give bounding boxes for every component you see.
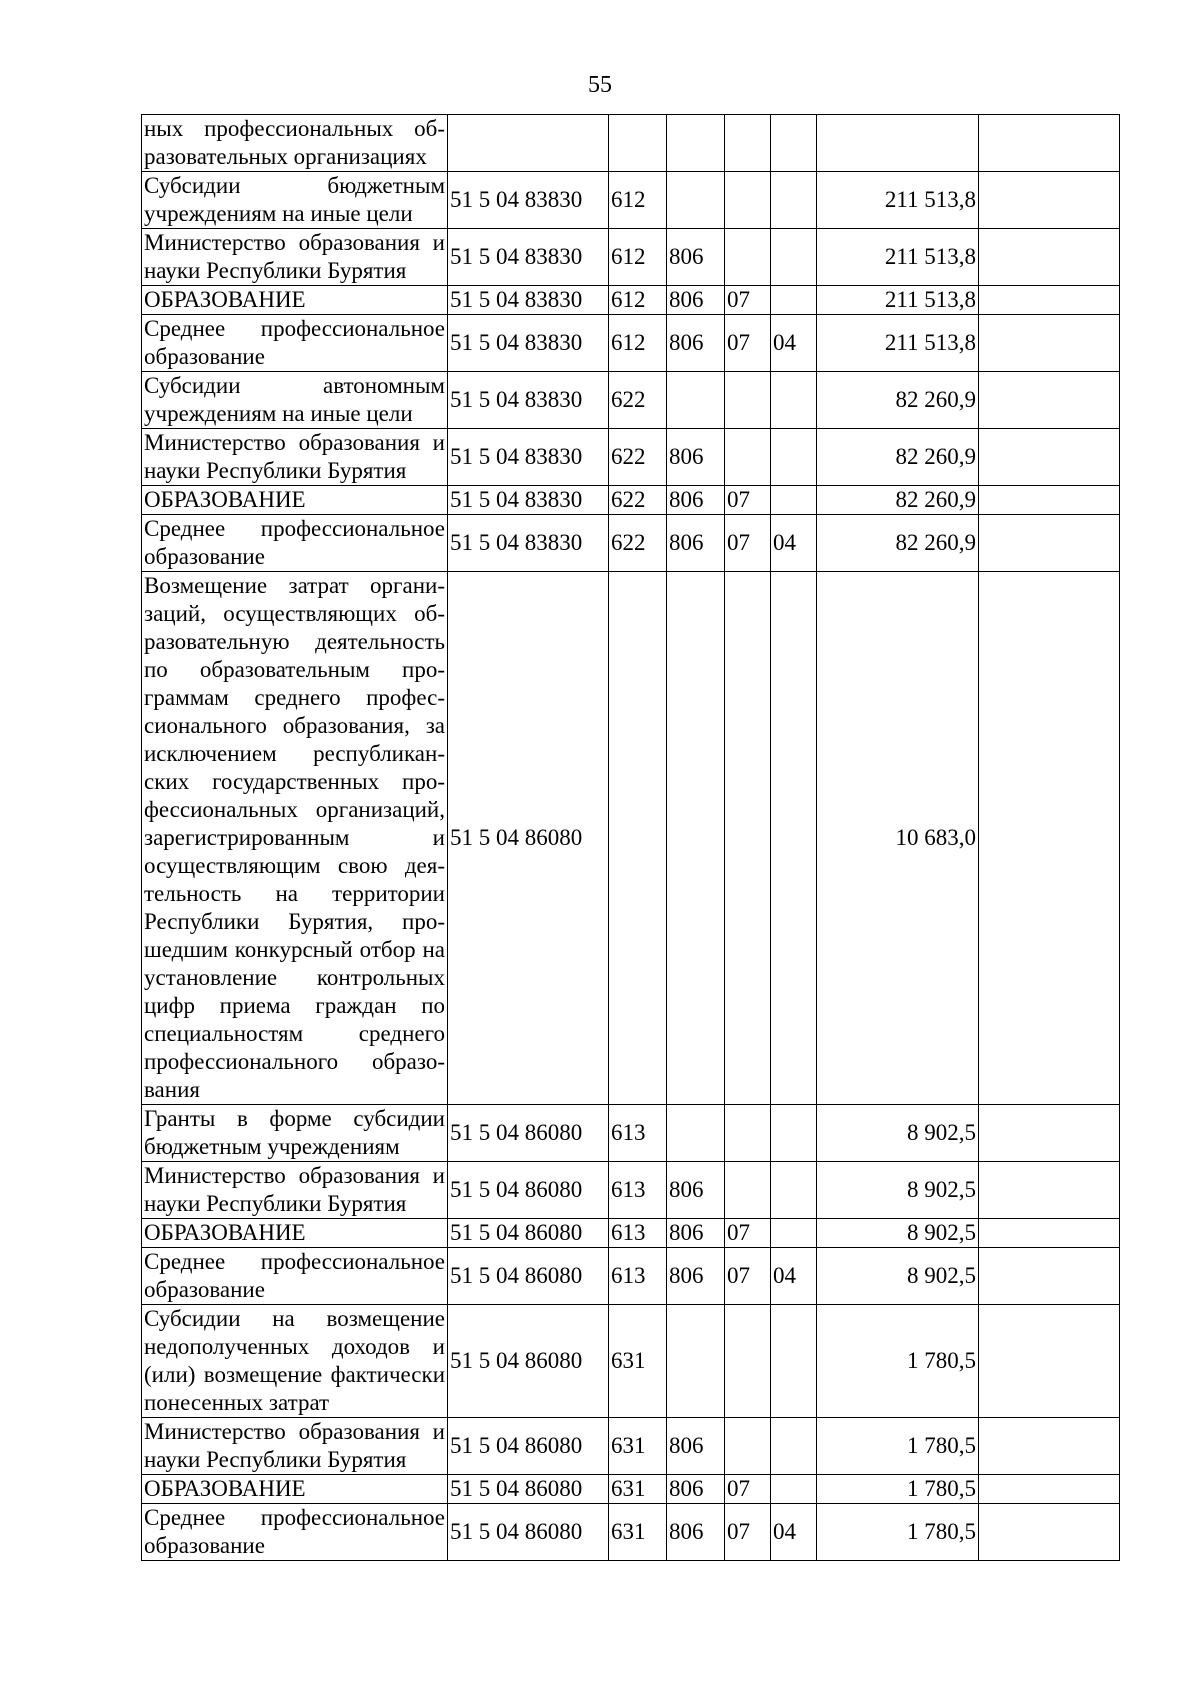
- row-name: Министерство образования и науки Республики Бурятия: [142, 229, 448, 286]
- row-gr: [667, 172, 725, 229]
- row-rz: [725, 115, 771, 172]
- row-sum: 10 683,0: [817, 572, 979, 1105]
- row-name: Среднее профессиональное образование: [142, 1504, 448, 1561]
- table-row: [142, 572, 1120, 1105]
- row-gr: 806: [667, 1248, 725, 1305]
- row-gr: 806: [667, 1475, 725, 1504]
- row-pr: [771, 1475, 817, 1504]
- row-extra: [979, 115, 1120, 172]
- row-rz: 07: [725, 1219, 771, 1248]
- row-vr: 613: [609, 1248, 667, 1305]
- row-extra: [979, 1105, 1120, 1162]
- row-vr: 622: [609, 372, 667, 429]
- row-extra: [979, 429, 1120, 486]
- table-row: [142, 115, 1120, 172]
- row-name: ОБРАЗОВАНИЕ: [142, 1475, 448, 1504]
- row-code: 51 5 04 86080: [448, 1504, 609, 1561]
- row-gr: 806: [667, 1162, 725, 1219]
- row-rz: [725, 429, 771, 486]
- row-vr: 612: [609, 229, 667, 286]
- row-code: 51 5 04 86080: [448, 1475, 609, 1504]
- row-gr: 806: [667, 229, 725, 286]
- row-extra: [979, 1162, 1120, 1219]
- row-sum: 8 902,5: [817, 1162, 979, 1219]
- row-extra: [979, 1305, 1120, 1418]
- row-name: Среднее профессиональное образование: [142, 315, 448, 372]
- row-rz: 07: [725, 315, 771, 372]
- row-vr: 631: [609, 1475, 667, 1504]
- table-row: [142, 515, 1120, 572]
- row-name: Субсидии бюджетным учреждениям на иные цели: [142, 172, 448, 229]
- row-pr: 04: [771, 1504, 817, 1561]
- table-row: [142, 1504, 1120, 1561]
- row-name: ОБРАЗОВАНИЕ: [142, 1219, 448, 1248]
- row-vr: 631: [609, 1418, 667, 1475]
- row-name: Субсидии на возмещение недополученных доходов и (или) возмещение фактически понесенных затрат: [142, 1305, 448, 1418]
- row-vr: 612: [609, 315, 667, 372]
- row-extra: [979, 1418, 1120, 1475]
- row-extra: [979, 229, 1120, 286]
- row-code: 51 5 04 83830: [448, 172, 609, 229]
- row-extra: [979, 286, 1120, 315]
- row-name: ных профессиональных образовательных организациях: [142, 115, 448, 172]
- row-name: Министерство образования и науки Республики Бурятия: [142, 1162, 448, 1219]
- row-pr: [771, 372, 817, 429]
- row-vr: 613: [609, 1162, 667, 1219]
- row-code: 51 5 04 86080: [448, 1418, 609, 1475]
- row-pr: [771, 1418, 817, 1475]
- row-rz: [725, 229, 771, 286]
- row-code: 51 5 04 86080: [448, 1219, 609, 1248]
- row-code: 51 5 04 86080: [448, 1162, 609, 1219]
- row-extra: [979, 1248, 1120, 1305]
- row-gr: 806: [667, 486, 725, 515]
- row-extra: [979, 515, 1120, 572]
- row-sum: 8 902,5: [817, 1248, 979, 1305]
- row-code: 51 5 04 86080: [448, 1305, 609, 1418]
- row-pr: [771, 429, 817, 486]
- row-code: 51 5 04 83830: [448, 429, 609, 486]
- row-code: 51 5 04 83830: [448, 229, 609, 286]
- table-row: [142, 1475, 1120, 1504]
- row-name: ОБРАЗОВАНИЕ: [142, 486, 448, 515]
- row-rz: 07: [725, 286, 771, 315]
- row-sum: 82 260,9: [817, 515, 979, 572]
- row-rz: 07: [725, 1475, 771, 1504]
- table-row: [142, 372, 1120, 429]
- row-extra: [979, 172, 1120, 229]
- row-sum: 1 780,5: [817, 1305, 979, 1418]
- row-vr: 622: [609, 515, 667, 572]
- row-pr: [771, 1162, 817, 1219]
- row-gr: 806: [667, 429, 725, 486]
- row-pr: [771, 286, 817, 315]
- row-sum: 211 513,8: [817, 172, 979, 229]
- row-rz: 07: [725, 515, 771, 572]
- row-extra: [979, 572, 1120, 1105]
- row-sum: 211 513,8: [817, 229, 979, 286]
- row-sum: 82 260,9: [817, 429, 979, 486]
- row-extra: [979, 1219, 1120, 1248]
- row-sum: 82 260,9: [817, 372, 979, 429]
- row-extra: [979, 1475, 1120, 1504]
- row-rz: [725, 172, 771, 229]
- row-vr: 613: [609, 1219, 667, 1248]
- table-row: [142, 1418, 1120, 1475]
- row-pr: [771, 1219, 817, 1248]
- row-vr: 631: [609, 1504, 667, 1561]
- row-code: 51 5 04 83830: [448, 315, 609, 372]
- row-gr: 806: [667, 515, 725, 572]
- row-code: 51 5 04 86080: [448, 572, 609, 1105]
- row-pr: [771, 1305, 817, 1418]
- row-pr: 04: [771, 1248, 817, 1305]
- row-sum: 8 902,5: [817, 1105, 979, 1162]
- row-vr: 613: [609, 1105, 667, 1162]
- row-pr: [771, 572, 817, 1105]
- row-name: Министерство образования и науки Республики Бурятия: [142, 1418, 448, 1475]
- row-extra: [979, 372, 1120, 429]
- row-rz: [725, 1305, 771, 1418]
- row-gr: [667, 115, 725, 172]
- row-extra: [979, 486, 1120, 515]
- row-gr: [667, 572, 725, 1105]
- table-row: [142, 229, 1120, 286]
- row-sum: 1 780,5: [817, 1475, 979, 1504]
- row-code: 51 5 04 86080: [448, 1105, 609, 1162]
- row-vr: [609, 572, 667, 1105]
- row-gr: 806: [667, 1219, 725, 1248]
- row-code: [448, 115, 609, 172]
- row-rz: [725, 372, 771, 429]
- table-row: [142, 486, 1120, 515]
- row-sum: 8 902,5: [817, 1219, 979, 1248]
- row-vr: 631: [609, 1305, 667, 1418]
- row-rz: 07: [725, 1504, 771, 1561]
- row-code: 51 5 04 83830: [448, 372, 609, 429]
- table-row: [142, 1219, 1120, 1248]
- table-row: [142, 1105, 1120, 1162]
- row-sum: 211 513,8: [817, 315, 979, 372]
- table-row: [142, 315, 1120, 372]
- row-name: Возмещение затрат организаций, осуществляющих образовательную деятельность по образовательным программам среднего профессионального образования, за исключением республиканских государственных профессиональных организаций, зарегистрированным и осуществляющим свою деятельность на территории Республики Бурятия, прошедшим конкурсный отбор на установление контрольных цифр приема граждан по специальностям среднего профессионального образования: [142, 572, 448, 1105]
- row-gr: 806: [667, 1504, 725, 1561]
- row-pr: 04: [771, 515, 817, 572]
- row-rz: [725, 1162, 771, 1219]
- row-name: Гранты в форме субсидии бюджетным учреждениям: [142, 1105, 448, 1162]
- row-sum: 82 260,9: [817, 486, 979, 515]
- row-rz: 07: [725, 1248, 771, 1305]
- row-gr: 806: [667, 315, 725, 372]
- row-pr: [771, 172, 817, 229]
- row-gr: 806: [667, 1418, 725, 1475]
- table-row: [142, 429, 1120, 486]
- table-row: [142, 286, 1120, 315]
- row-gr: [667, 372, 725, 429]
- row-pr: [771, 1105, 817, 1162]
- row-sum: 211 513,8: [817, 286, 979, 315]
- row-rz: [725, 1105, 771, 1162]
- row-name: Среднее профессиональное образование: [142, 515, 448, 572]
- row-pr: [771, 486, 817, 515]
- row-vr: 612: [609, 172, 667, 229]
- row-vr: 612: [609, 286, 667, 315]
- row-gr: [667, 1305, 725, 1418]
- row-gr: 806: [667, 286, 725, 315]
- row-rz: [725, 572, 771, 1105]
- row-name: Среднее профессиональное образование: [142, 1248, 448, 1305]
- row-sum: 1 780,5: [817, 1504, 979, 1561]
- row-pr: [771, 229, 817, 286]
- row-vr: 622: [609, 429, 667, 486]
- budget-table: [141, 114, 1120, 1561]
- row-vr: 622: [609, 486, 667, 515]
- page-number: 55: [588, 72, 612, 98]
- row-code: 51 5 04 83830: [448, 286, 609, 315]
- row-rz: 07: [725, 486, 771, 515]
- row-name: ОБРАЗОВАНИЕ: [142, 286, 448, 315]
- row-pr: [771, 115, 817, 172]
- row-sum: 1 780,5: [817, 1418, 979, 1475]
- row-extra: [979, 315, 1120, 372]
- row-code: 51 5 04 86080: [448, 1248, 609, 1305]
- row-extra: [979, 1504, 1120, 1561]
- table-row: [142, 1248, 1120, 1305]
- row-sum: [817, 115, 979, 172]
- row-name: Министерство образования и науки Республики Бурятия: [142, 429, 448, 486]
- table-row: [142, 172, 1120, 229]
- table-row: [142, 1305, 1120, 1418]
- row-code: 51 5 04 83830: [448, 515, 609, 572]
- row-name: Субсидии автономным учреждениям на иные цели: [142, 372, 448, 429]
- row-rz: [725, 1418, 771, 1475]
- row-gr: [667, 1105, 725, 1162]
- row-code: 51 5 04 83830: [448, 486, 609, 515]
- row-pr: 04: [771, 315, 817, 372]
- row-vr: [609, 115, 667, 172]
- table-row: [142, 1162, 1120, 1219]
